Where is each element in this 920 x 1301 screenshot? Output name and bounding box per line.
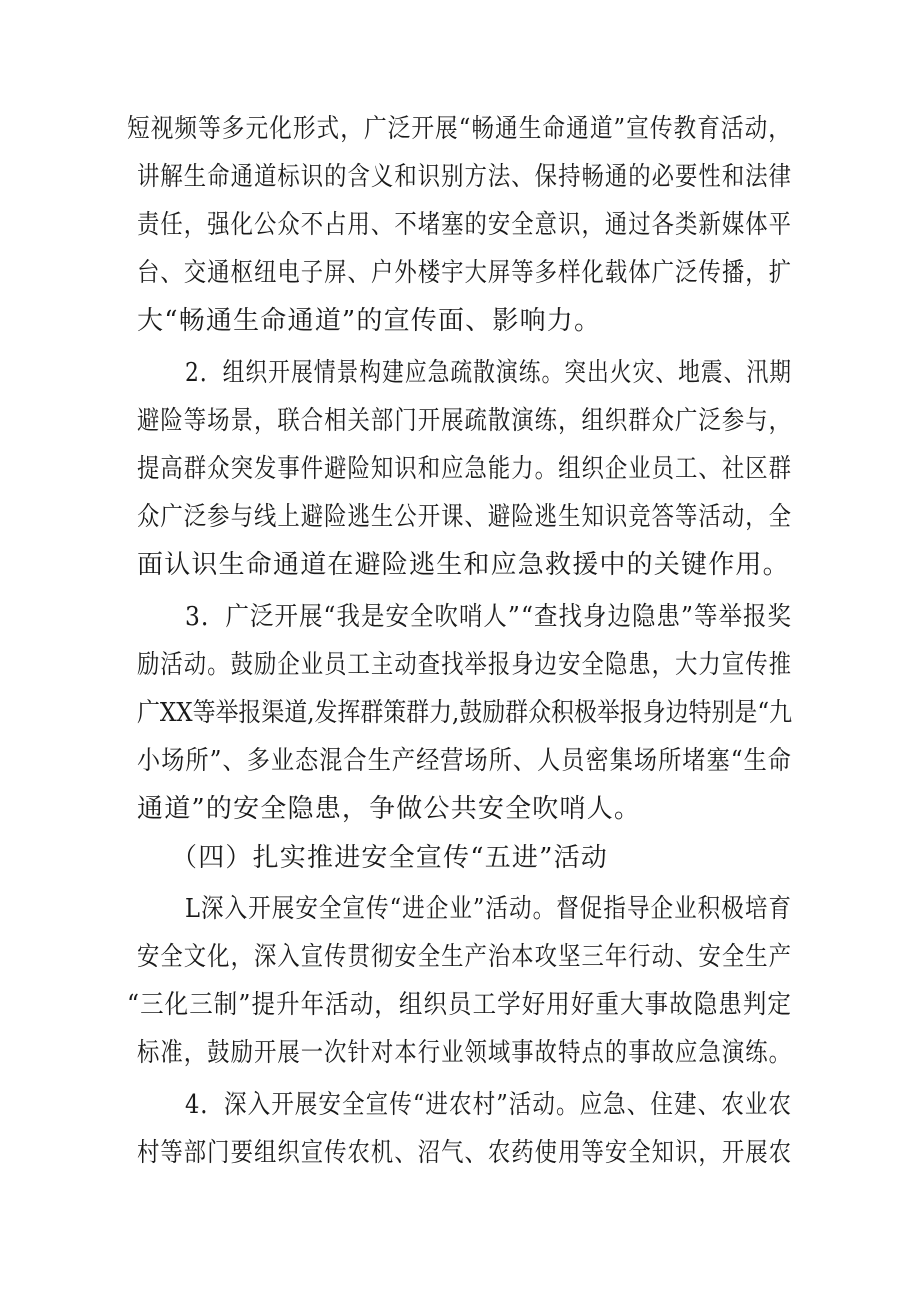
line-text: 责任，强化公众不占用、不堵塞的安全意识，通过各类新媒体平 [137, 210, 792, 240]
line-text: 励活动。鼓励企业员工主动查找举报身边安全隐患，大力宣传推 [137, 650, 792, 680]
text-line [0, 253, 920, 293]
text-line [0, 301, 920, 341]
text-line [0, 449, 920, 489]
line-text: 面认识生命通道在避险逃生和应急救援中的关键作用。 [137, 550, 790, 580]
text-line [0, 889, 920, 929]
line-text: 广XX等举报渠道,发挥群策群力,鼓励群众积极举报身边特别是“九 [137, 698, 792, 728]
line-text: 避险等场景，联合相关部门开展疏散演练，组织群众广泛参与， [137, 406, 792, 436]
line-text: 提高群众突发事件避险知识和应急能力。组织企业员工、社区群 [137, 454, 792, 484]
line-text: 众广泛参与线上避险逃生公开课、避险逃生知识竞答等活动，全 [137, 502, 792, 532]
text-line [0, 545, 920, 585]
section-heading-text: （四）扎实推进安全宣传“五进”活动 [171, 843, 608, 873]
line-text: L深入开展安全宣传“进企业”活动。督促指导企业积极培育 [185, 894, 792, 924]
line-text: 4．深入开展安全宣传“进农村”活动。应急、住建、农业农 [185, 1090, 792, 1120]
text-line [0, 353, 920, 393]
line-text: 小场所”、多业态混合生产经营场所、人员密集场所堵塞“生命 [137, 746, 792, 776]
line-text: 讲解生命通道标识的含义和识别方法、保持畅通的必要性和法律 [137, 162, 792, 192]
line-text: 通道”的安全隐患，争做公共安全吹哨人。 [137, 794, 642, 824]
line-text: 大“畅通生命通道”的宣传面、影响力。 [137, 306, 602, 336]
line-text: 台、交通枢纽电子屏、户外楼宇大屏等多样化载体广泛传播，扩 [137, 258, 792, 288]
section-heading [0, 838, 920, 878]
text-line [0, 205, 920, 245]
text-line [0, 1133, 920, 1173]
text-line [0, 937, 920, 977]
text-line [0, 693, 920, 733]
text-line [0, 109, 920, 149]
text-line [0, 789, 920, 829]
line-text: “三化三制”提升年活动，组织员工学好用好重大事故隐患判定 [127, 990, 792, 1020]
text-line [0, 1033, 920, 1073]
text-line [0, 645, 920, 685]
text-line [0, 157, 920, 197]
text-line [0, 401, 920, 441]
line-text: 3．广泛开展“我是安全吹哨人”“查找身边隐患”等举报奖 [185, 602, 792, 632]
line-text: 短视频等多元化形式，广泛开展“畅通生命通道”宣传教育活动， [127, 114, 792, 144]
text-line [0, 597, 920, 637]
line-text: 村等部门要组织宣传农机、沼气、农药使用等安全知识，开展农 [137, 1138, 792, 1168]
text-line [0, 985, 920, 1025]
text-line [0, 1085, 920, 1125]
line-text: 2．组织开展情景构建应急疏散演练。突出火灾、地震、汛期 [185, 358, 792, 388]
text-line [0, 497, 920, 537]
text-line [0, 741, 920, 781]
line-text: 安全文化，深入宣传贯彻安全生产治本攻坚三年行动、安全生产 [137, 942, 792, 972]
line-text: 标准，鼓励开展一次针对本行业领域事故特点的事故应急演练。 [137, 1038, 792, 1068]
